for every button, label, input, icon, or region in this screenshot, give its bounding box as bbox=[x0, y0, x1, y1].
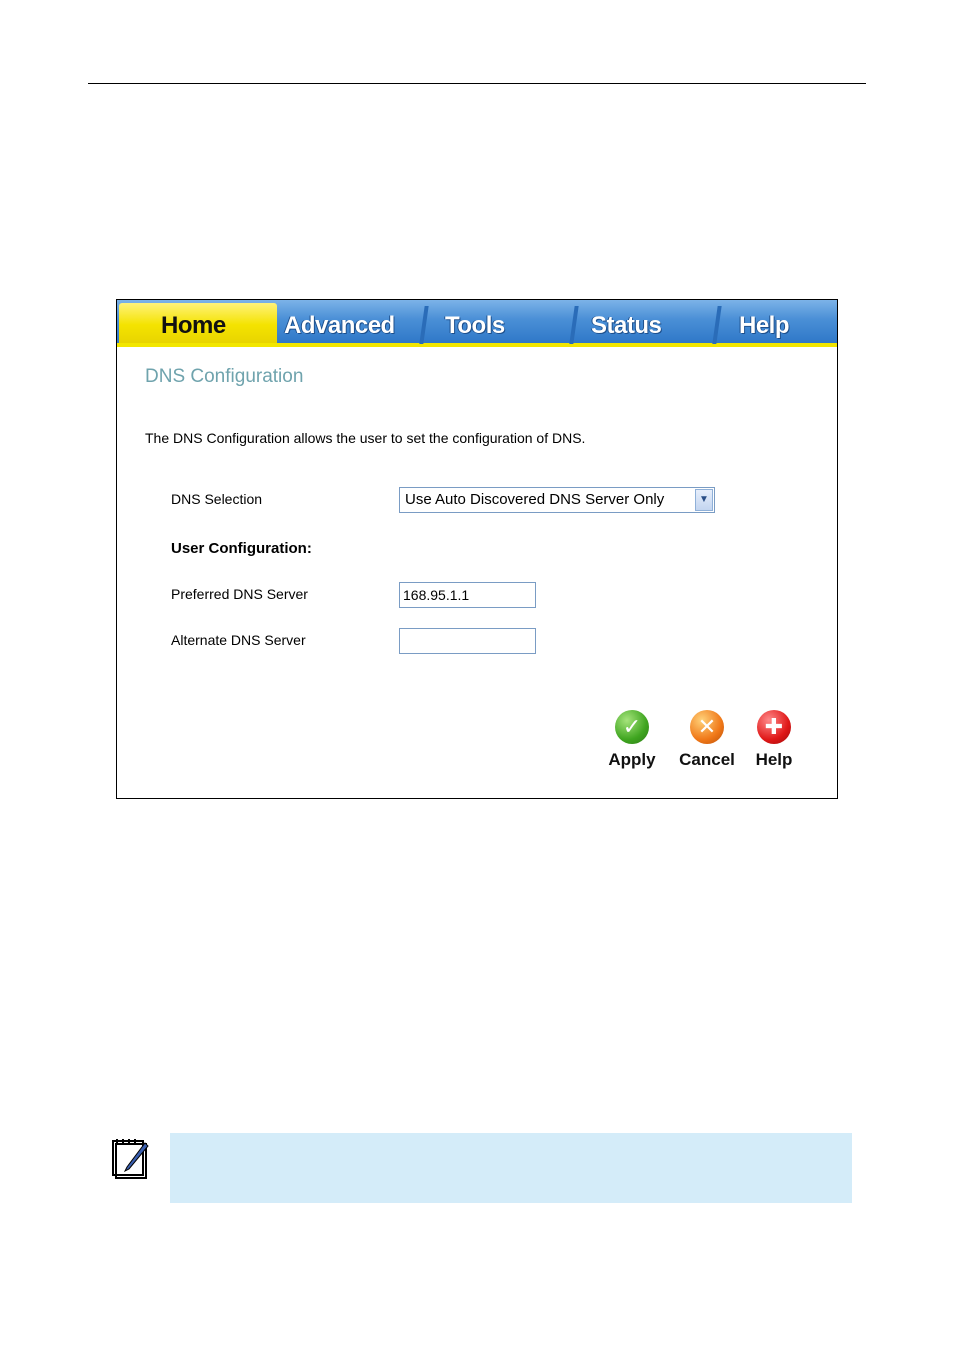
router-config-panel bbox=[116, 299, 838, 799]
tab-advanced[interactable]: Advanced bbox=[284, 312, 395, 339]
cancel-button[interactable] bbox=[677, 710, 737, 770]
tab-bar bbox=[117, 300, 837, 347]
alternate-dns-input[interactable] bbox=[399, 628, 536, 654]
tab-home[interactable]: Home bbox=[119, 303, 277, 343]
chevron-down-icon[interactable]: ▼ bbox=[695, 489, 713, 511]
top-rule bbox=[88, 83, 866, 84]
page-title: DNS Configuration bbox=[145, 366, 304, 387]
help-button[interactable] bbox=[753, 710, 795, 770]
dns-selection-select[interactable] bbox=[399, 487, 715, 513]
dns-selection-label: DNS Selection bbox=[171, 491, 263, 507]
tab-status[interactable]: Status bbox=[591, 312, 662, 339]
preferred-dns-input[interactable]: 168.95.1.1 bbox=[399, 582, 536, 608]
preferred-dns-label: Preferred DNS Server bbox=[171, 586, 308, 602]
cancel-label: Cancel bbox=[679, 750, 735, 769]
tab-help[interactable]: Help bbox=[739, 312, 790, 339]
user-configuration-heading: User Configuration: bbox=[171, 540, 312, 557]
note-pencil-icon bbox=[111, 1137, 149, 1179]
tab-tools[interactable]: Tools bbox=[445, 312, 505, 339]
note-box bbox=[170, 1133, 852, 1203]
plus-icon: ✚ bbox=[757, 710, 791, 744]
check-icon: ✓ bbox=[615, 710, 649, 744]
dns-selection-value: Use Auto Discovered DNS Server Only bbox=[405, 491, 665, 508]
alternate-dns-label: Alternate DNS Server bbox=[171, 632, 306, 648]
apply-label: Apply bbox=[608, 750, 656, 769]
page-description: The DNS Configuration allows the user to set the configuration of DNS. bbox=[145, 430, 586, 446]
x-icon: ✕ bbox=[690, 710, 724, 744]
help-label: Help bbox=[755, 750, 793, 769]
apply-button[interactable] bbox=[607, 710, 657, 770]
